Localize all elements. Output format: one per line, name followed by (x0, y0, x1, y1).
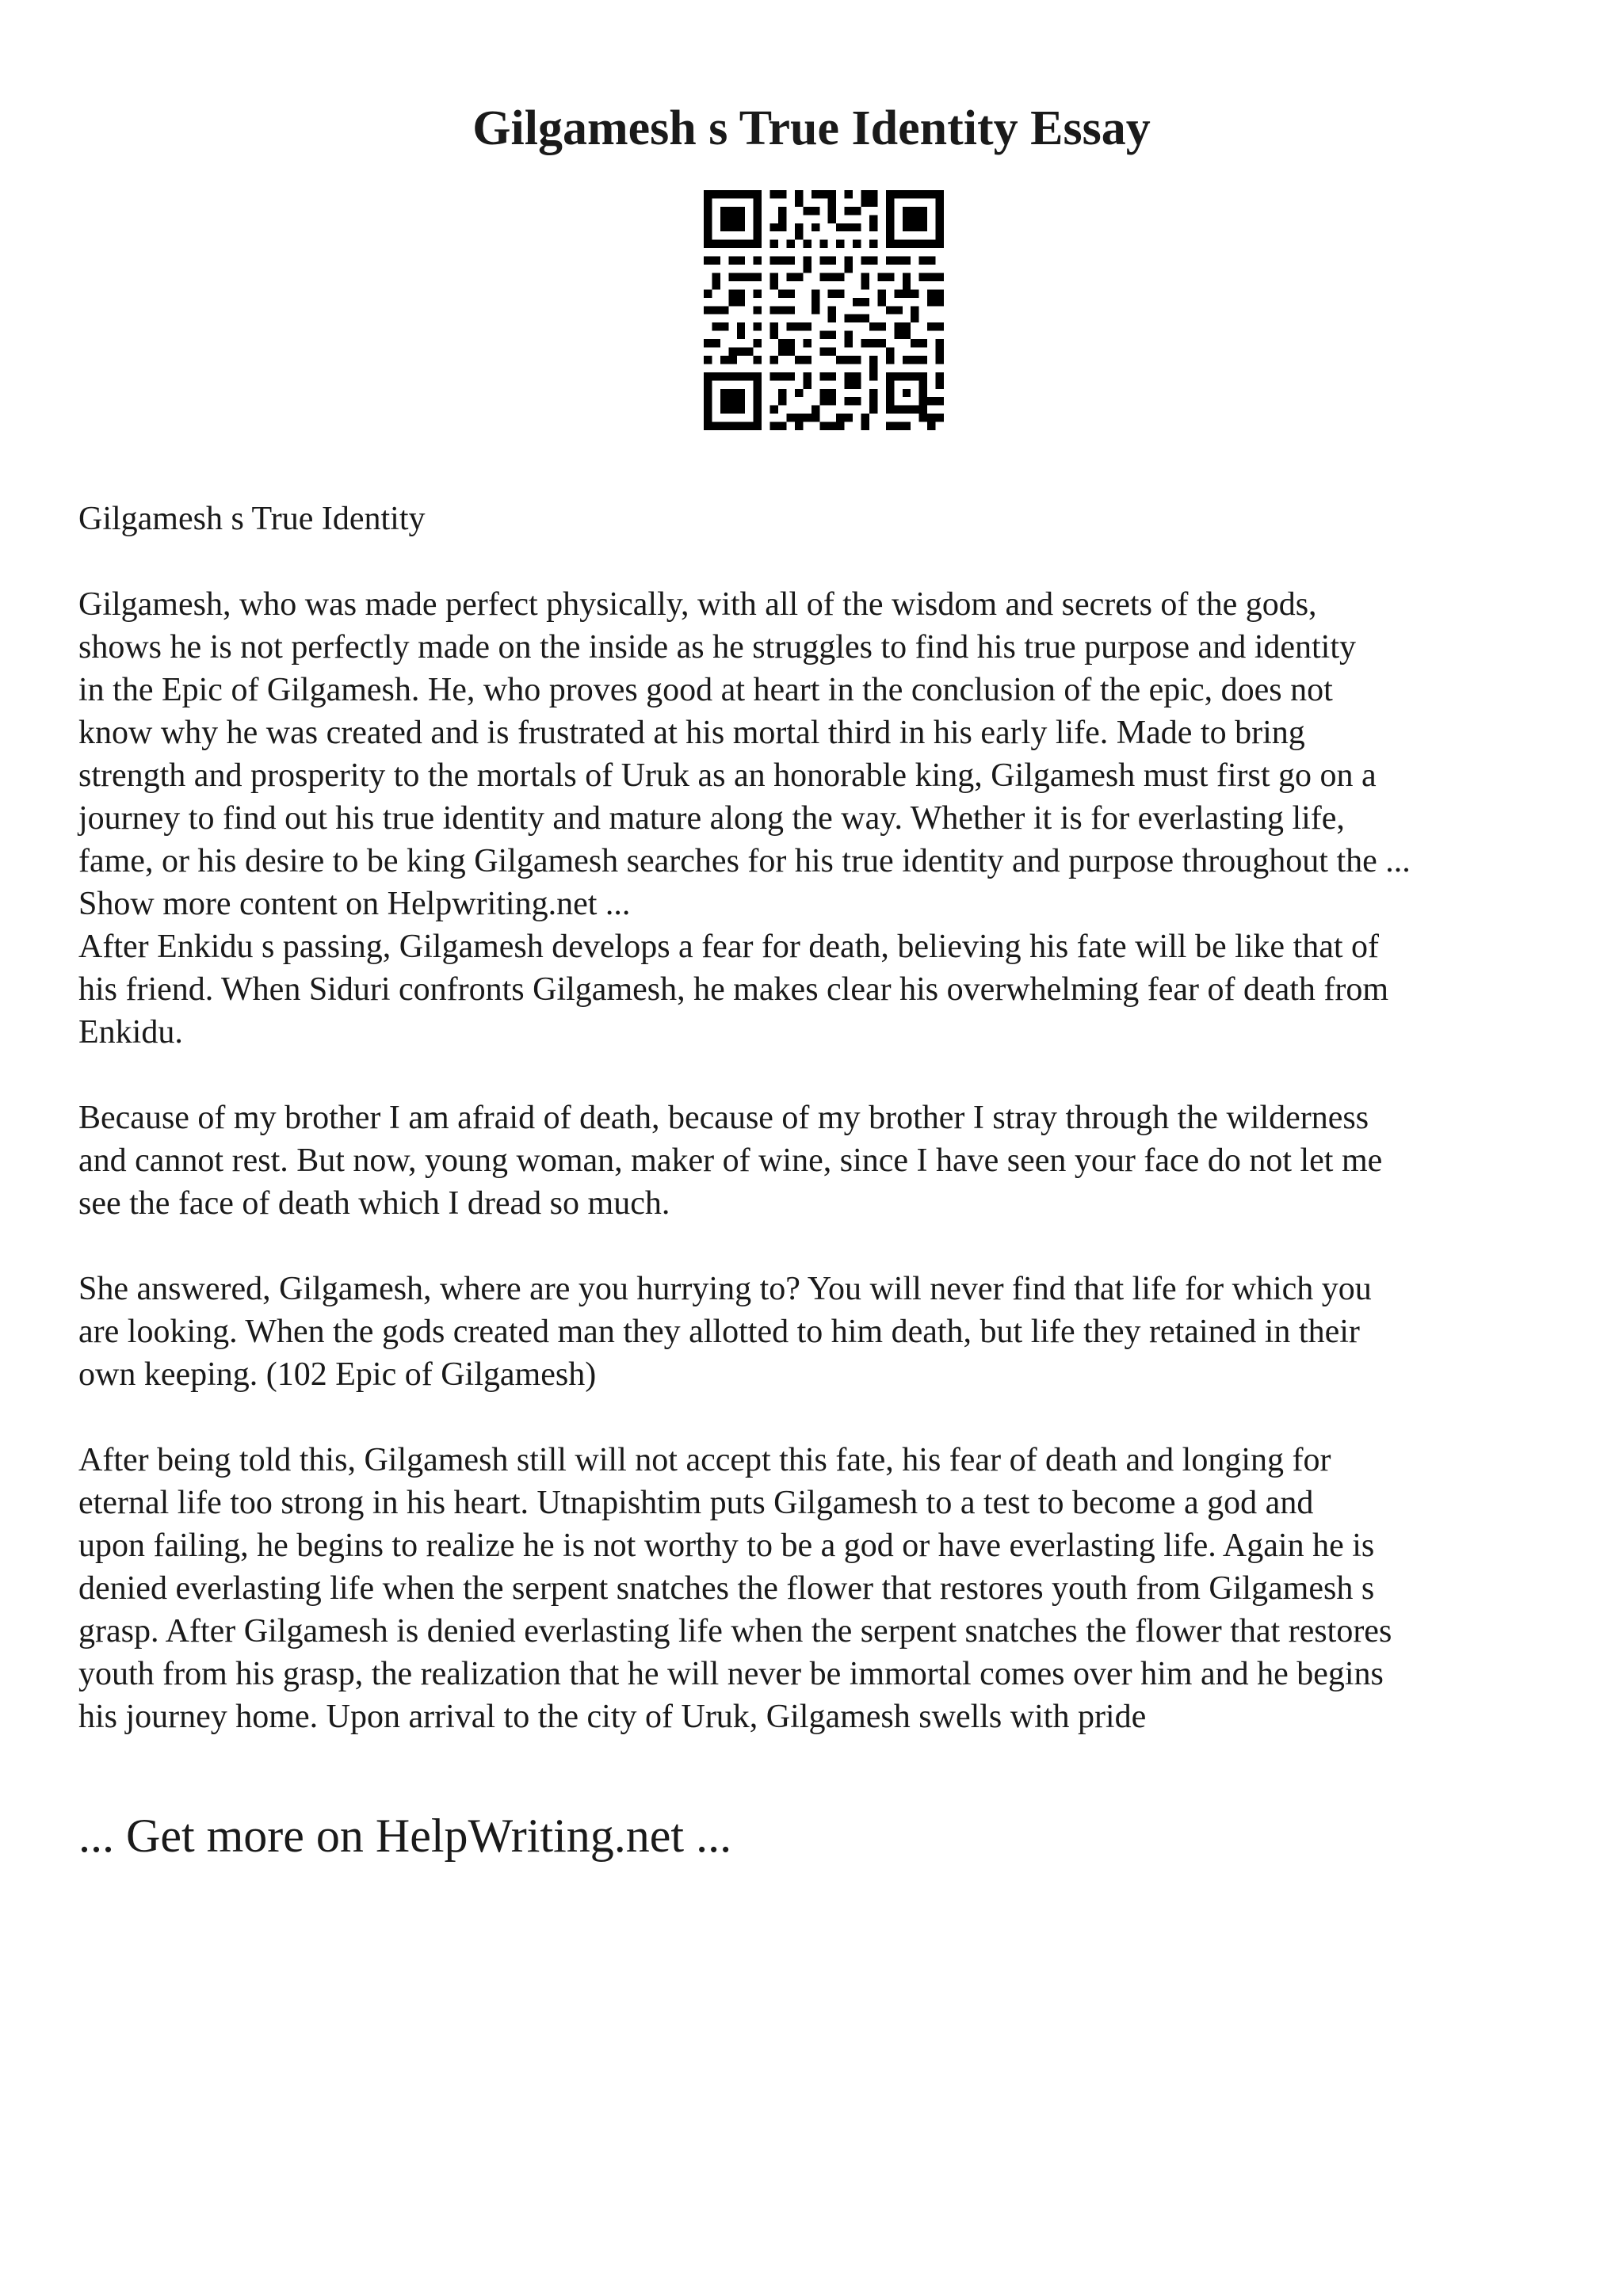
document-title: Gilgamesh s True Identity Essay (472, 101, 1151, 155)
get-more-link[interactable]: ... Get more on HelpWriting.net ... (78, 1810, 732, 1862)
text-line: and cannot rest. But now, young woman, maker of wine, since I have seen your face do not let me (78, 1142, 1383, 1179)
qr-code-icon (704, 190, 944, 430)
document-body (78, 498, 1584, 1738)
essay-subtitle: Gilgamesh s True Identity (78, 501, 426, 537)
text-line: Gilgamesh, who was made perfect physically, with all of the wisdom and secrets of the gods, (78, 586, 1317, 623)
text-line: see the face of death which I dread so much. (78, 1185, 670, 1222)
text-line: Because of my brother I am afraid of death, because of my brother I stray through the wilderness (78, 1100, 1369, 1136)
text-line: upon failing, he begins to realize he is not worthy to be a god or have everlasting life. Again he is (78, 1527, 1375, 1564)
text-line: She answered, Gilgamesh, where are you hurrying to? You will never find that life for which you (78, 1271, 1372, 1307)
text-line: own keeping. (102 Epic of Gilgamesh) (78, 1356, 597, 1393)
show-more-link[interactable]: Show more content on Helpwriting.net ... (78, 886, 631, 922)
text-line: know why he was created and is frustrated at his mortal third in his early life. Made to bring (78, 715, 1305, 751)
text-line: grasp. After Gilgamesh is denied everlasting life when the serpent snatches the flower that restores (78, 1613, 1392, 1650)
text-line: denied everlasting life when the serpent snatches the flower that restores youth from Gilgamesh s (78, 1570, 1375, 1607)
text-line: After Enkidu s passing, Gilgamesh develops a fear for death, believing his fate will be like that of (78, 929, 1380, 965)
text-line: are looking. When the gods created man they allotted to him death, but life they retained in their (78, 1314, 1360, 1350)
essay-paragraph (78, 1439, 1584, 1738)
essay-paragraph (78, 1097, 1584, 1225)
text-line: his friend. When Siduri confronts Gilgamesh, he makes clear his overwhelming fear of death from (78, 971, 1389, 1008)
text-line: youth from his grasp, the realization that he will never be immortal comes over him and he begins (78, 1656, 1384, 1692)
text-line: Enkidu. (78, 1014, 183, 1051)
text-line: strength and prosperity to the mortals of Uruk as an honorable king, Gilgamesh must first go on a (78, 757, 1377, 794)
text-line: in the Epic of Gilgamesh. He, who proves good at heart in the conclusion of the epic, does not (78, 672, 1333, 708)
text-line: fame, or his desire to be king Gilgamesh searches for his true identity and purpose throughout the ... (78, 843, 1411, 879)
essay-paragraph (78, 583, 1584, 1054)
text-line: his journey home. Upon arrival to the city of Uruk, Gilgamesh swells with pride (78, 1699, 1147, 1735)
text-line: shows he is not perfectly made on the inside as he struggles to find his true purpose and identity (78, 629, 1357, 666)
text-line: eternal life too strong in his heart. Utnapishtim puts Gilgamesh to a test to become a god and (78, 1485, 1314, 1521)
text-line: After being told this, Gilgamesh still will not accept this fate, his fear of death and longing for (78, 1442, 1331, 1478)
text-line: journey to find out his true identity and mature along the way. Whether it is for everlasting life, (78, 800, 1345, 837)
essay-paragraph (78, 1268, 1584, 1396)
